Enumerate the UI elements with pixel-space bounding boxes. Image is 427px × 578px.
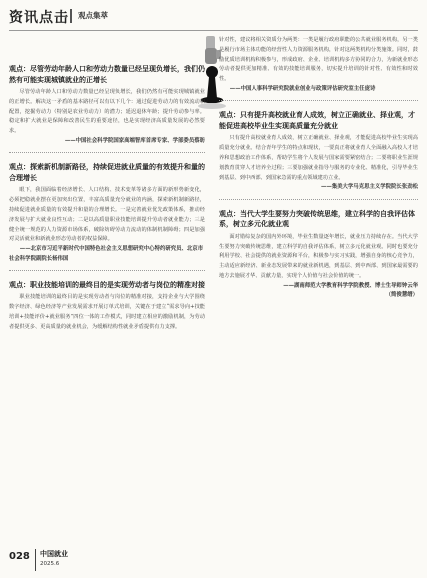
- article-body: 眼下，我国面临着经济增长、人口结构、技术变革等诸多方面的新形势新变化，必须把稳就业摆在更加突出位置，丰富高质量充分就业的内涵，探索新机制新路径，持续促进就业质量的有效提升和量的合理增长。一是完善就业优先政策体系，推动经济发展与扩大就业良性互动；二是以高质量职业技能培训提升劳动者就业能力；三是健全统一规范的人力资源市场体系，破除妨碍劳动力流动的体制机制障碍；四是加强对灵活就业和新就业形态劳动者的权益保障。: [9, 187, 205, 243]
- article-attribution: ——中国社会科学院国家高端智库首席专家、学部委员蔡昉: [64, 137, 205, 144]
- section-divider: [9, 152, 205, 154]
- header-rule: [9, 30, 418, 31]
- section-divider: [219, 199, 418, 201]
- article-heading: 观点：尽管劳动年龄人口和劳动力数量已经呈现负增长，我们仍然有可能实现城镇就业的正增长: [9, 65, 205, 84]
- article-heading: 观点：探索新机制新路径，持续促进就业质量的有效提升和量的合理增长: [9, 163, 205, 182]
- section-divider: [219, 100, 418, 102]
- article-attribution: ——湖南师范大学教育科学学院教授、博士生导师钟云华: [283, 282, 418, 289]
- article-body: 面对错综复杂的国内外环境，毕业生数量逐年增长，就业压力持续存在。当代大学生要努力突破传统思维，建立科学的自我评估体系，树立多元化就业观。同时也要充分利用学校、社会提供的就业资源和平台，积极参与实习实践，增强自身的核心竞争力，主动适应新经济、新业态发展带来的就业新机遇，到基层、到中西部、到国家最需要的地方去施展才华、贡献力量，实现个人价值与社会价值的统一。: [219, 233, 418, 279]
- section-divider: [9, 270, 205, 272]
- editor-credit: （简俊慧缙）: [385, 292, 418, 299]
- issue-number: 2025.6: [40, 561, 60, 567]
- header-divider: [70, 9, 72, 23]
- article-attribution: ——中国人事科学研究院就业创业与政策评估研究室主任庞诗: [229, 85, 376, 92]
- article-attribution: ——北京市习近平新时代中国特色社会主义思想研究中心特约研究员、北京市社会科学院副院长杨伟国: [9, 246, 204, 262]
- footer-divider: [35, 549, 36, 571]
- column-name: 观点集萃: [78, 11, 108, 20]
- article-body: 尽管劳动年龄人口和劳动力数量已经呈现负增长，我们仍然有可能实现城镇就业的正增长。解决这一矛盾的基本路径可以有以下几个：通过促进劳动力的有效流动和配置，挖掘劳动力（特别是农业劳动力）的潜力；延迟退休年龄；提升劳动参与率。稳定和扩大就业是保障和改善民生的重要途径，也是实现经济高质量发展的必然要求。: [9, 89, 205, 135]
- article-heading: 观点：职业技能培训的最终目的是实现劳动者与岗位的精准对接: [9, 280, 205, 289]
- left-column: [9, 64, 205, 333]
- section-title: 资讯点击: [9, 10, 69, 26]
- article-heading: 观点：只有提升高校就业育人成效，树立正确就业、择业观，才能促进高校毕业生实现高质量充分就业: [219, 111, 415, 130]
- right-column: [219, 36, 418, 301]
- article-body: 针对性，建议将相关资质分为两类：一类是履行政府职能的公共就业服务机构，另一类是履行市场主体功能的经营性人力资源服务机构，针对这两类机构分类施策。同时，鼓励优质培训机构积极参与，形成政府、企业、培训机构多方协同的合力，为新就业形态劳动者提供更加精准、有效的技能培训服务，切实提升培训的针对性、有效性和时效性。: [219, 37, 418, 83]
- article-body: 职业技能培训的最终目的是实现劳动者与岗位的精准对接，支持企业与大学围绕数字经济、绿色经济等产业发展需求开展订单式培训，关键在于建立“需求导向+技能培训+技能评价+就业服务”四位一体的工作模式，同时建立相应的激励机制，为劳动者提供更多、更高质量的就业机会，为缓解结构性就业矛盾提供有力支撑。: [9, 294, 205, 330]
- article-attribution: ——集美大学马克思主义学院院长张劲松: [320, 184, 418, 191]
- magazine-name: 中国就业: [40, 550, 68, 558]
- article-body: 只有提升高校就业育人成效，树立正确就业、择业观，才能促进高校毕业生实现高质量充分就业。结合青年学生的特点和现状，一要真正将就业育人全面融入高校人才培养和思想政治工作体系，帮助学生将个人发展与国家需要紧密结合；二要将职业生涯规划教育贯穿人才培养全过程；三要加强就业指导与服务的专业化、精准化，引导毕业生到基层、到中西部、到国家急需的重点领域建功立业。: [219, 135, 418, 181]
- page-number: 028: [9, 551, 30, 562]
- article-heading: 观点：当代大学生要努力突破传统思维，建立科学的自我评估体系，树立多元化就业观: [219, 209, 415, 229]
